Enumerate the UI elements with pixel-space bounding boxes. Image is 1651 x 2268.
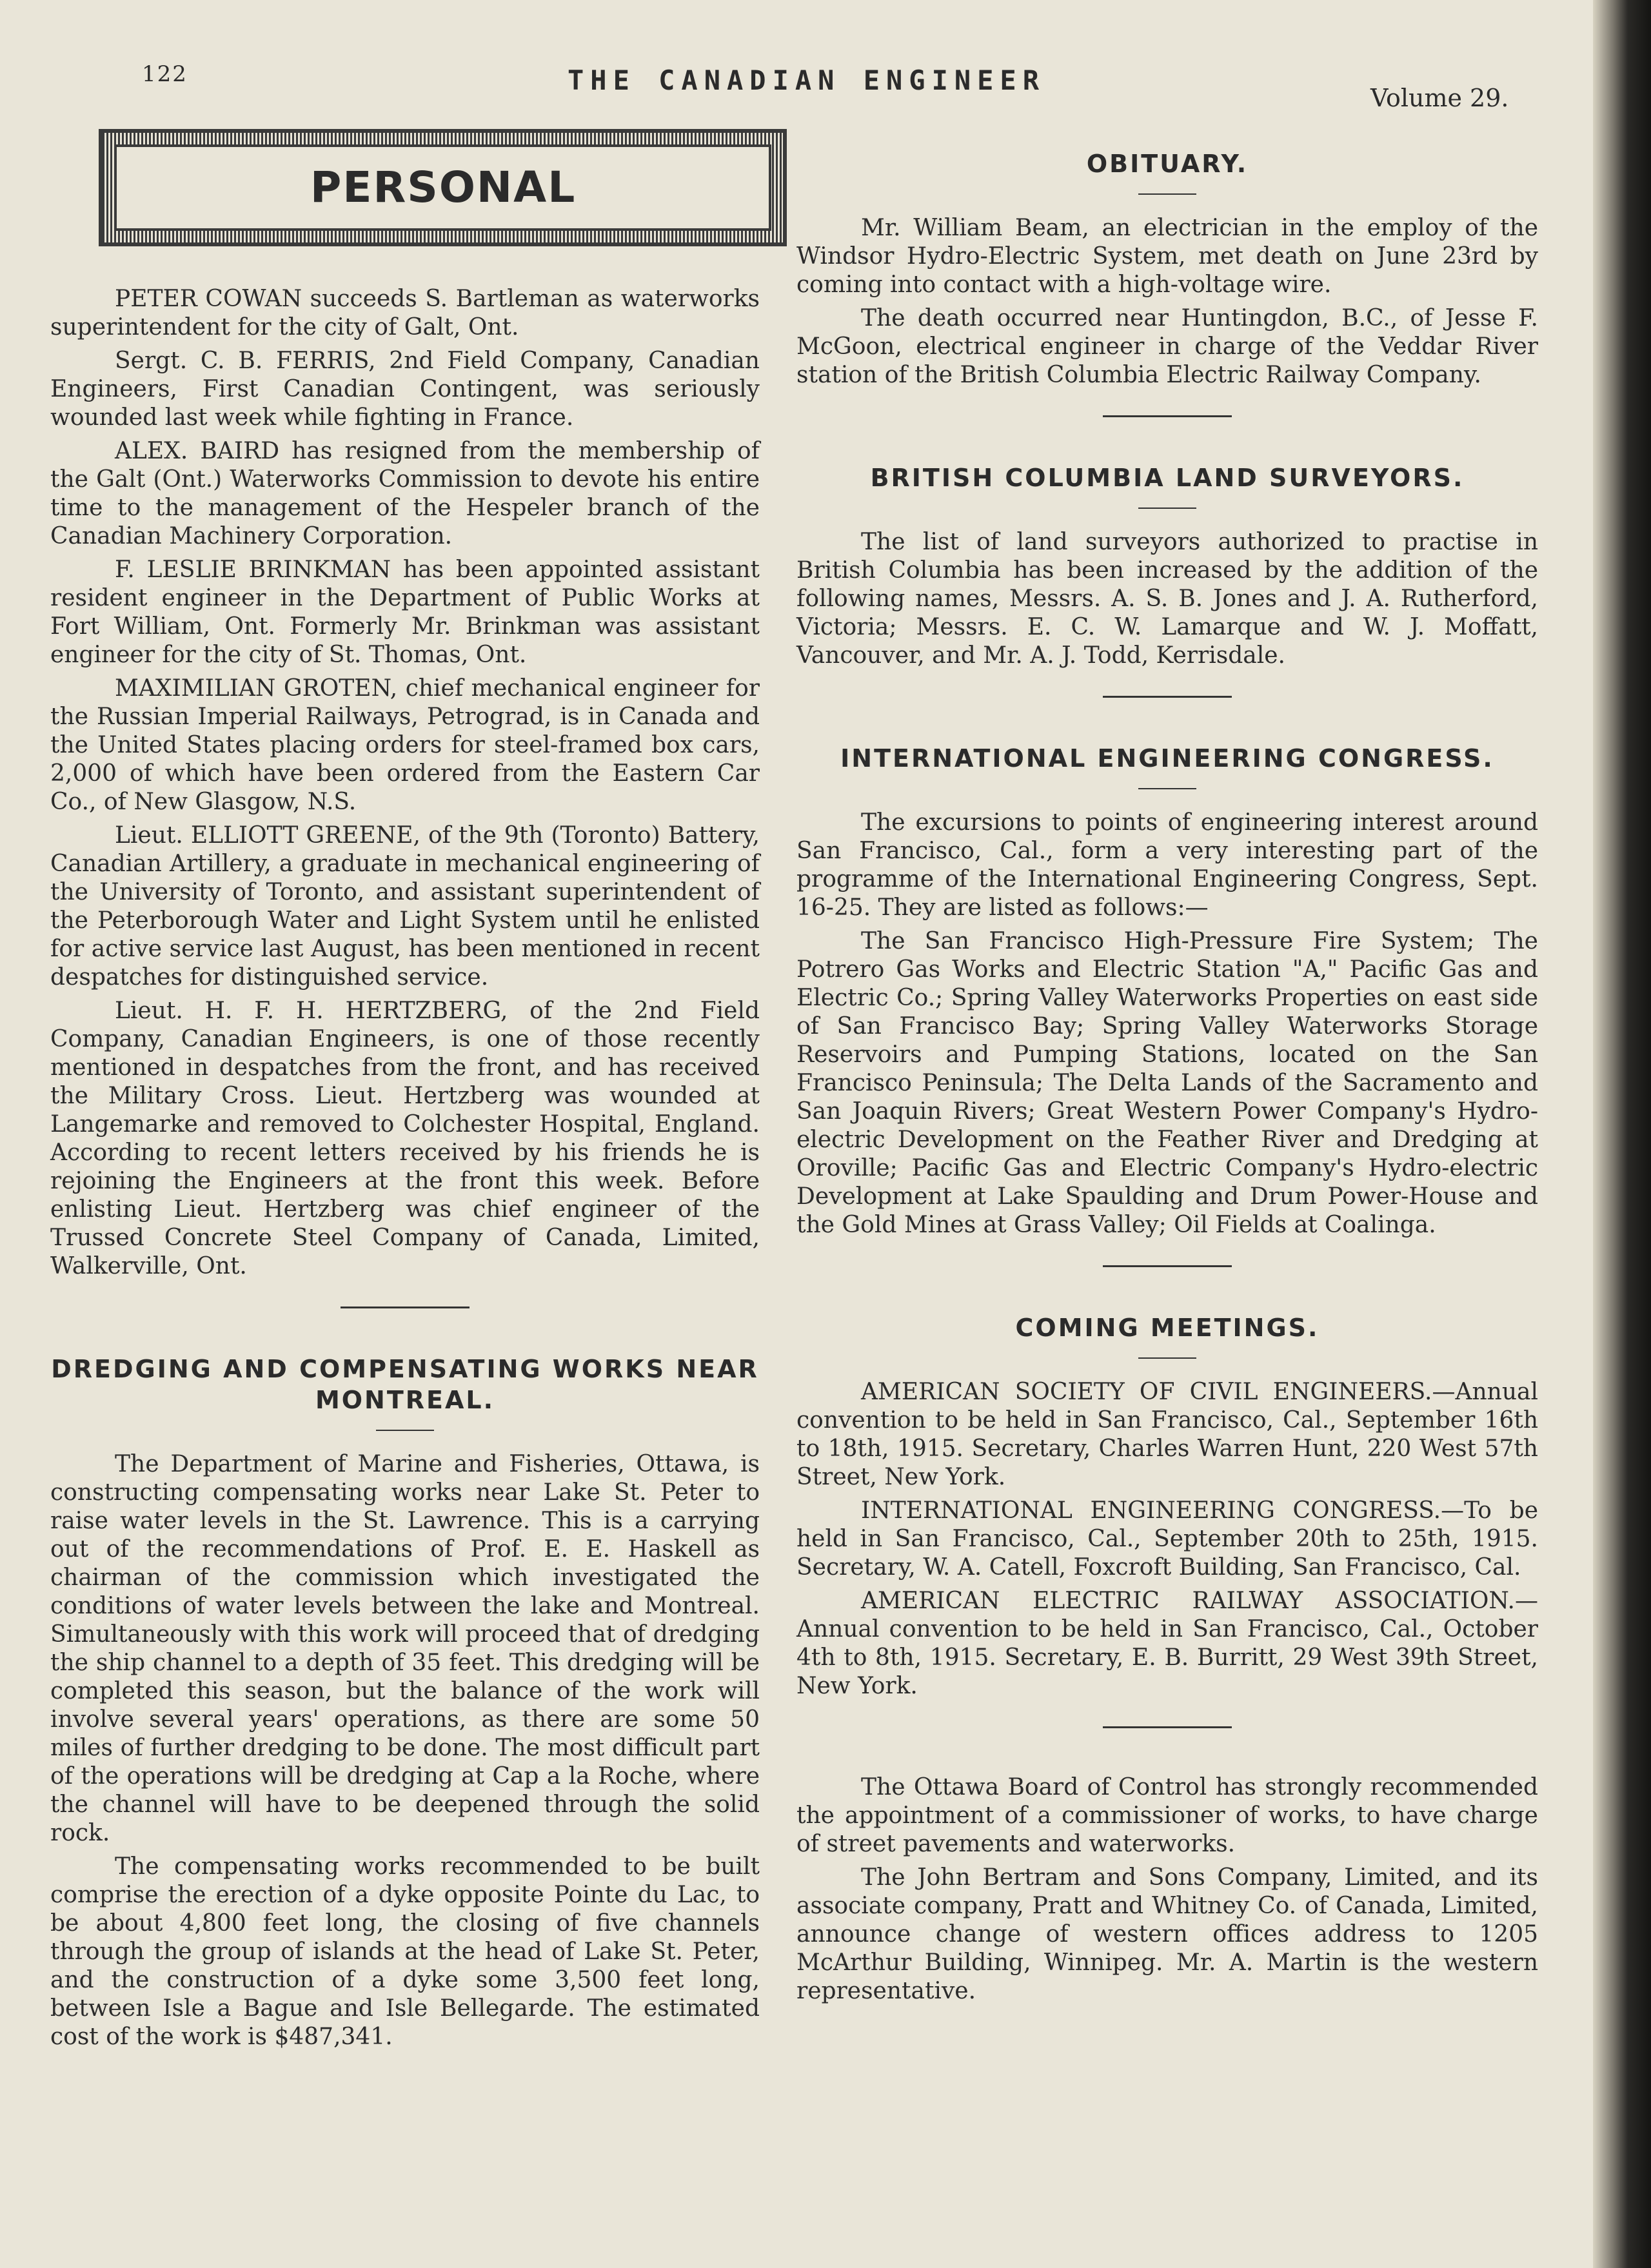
personal-paragraph: F. LESLIE BRINKMAN has been appointed assistant resident engineer in the Department of Public Works at Fort William, Ont. Formerly Mr. Brinkman was assistant engineer for the city of St. Thomas, Ont. xyxy=(50,557,760,668)
congress-paragraph: The excursions to points of engineering interest around San Francisco, Cal., form a very interesting part of the programme of the International Engineering Congress, Sept. 16-25. They are listed as follows:— xyxy=(796,809,1538,921)
news-note: The John Bertram and Sons Company, Limited, and its associate company, Pratt and Whitney Co. of Canada, Limited, announce change of western offices address to 1205 McArthur Building, Winnipeg. Mr. A. Martin is the western representative. xyxy=(796,1864,1538,2004)
dredging-paragraph: The compensating works recommended to be built comprise the erection of a dyke opposite Pointe du Lac, to be about 4,800 feet long, the closing of five channels through the group of islands at the head of Lake St. Peter, and the construction of a dyke some 3,500 feet long, between Isle a Bague and Isle Bellegarde. The estimated cost of the work is $487,341. xyxy=(50,1853,760,2050)
obituary-paragraph: The death occurred near Huntingdon, B.C., of Jesse F. McGoon, electrical engineer in charge of the Veddar River station of the British Columbia Electric Railway Company. xyxy=(796,305,1538,388)
personal-heading-box xyxy=(99,129,787,246)
volume-label: Volume 29. xyxy=(1370,84,1509,112)
personal-paragraph: Lieut. H. F. H. HERTZBERG, of the 2nd Field Company, Canadian Engineers, is one of those recently mentioned in despatches from the front, and has received the Military Cross. Lieut. Hertzberg was wounded at Langemarke and removed to Colchester Hospital, England. According to recent letters received by his friends he is rejoining the Engineers at the front this week. Before enlisting Lieut. Hertzberg was chief engineer of the Trussed Concrete Steel Company of Canada, Limited, Walkerville, Ont. xyxy=(50,998,760,1279)
personal-paragraph: Sergt. C. B. FERRIS, 2nd Field Company, Canadian Engineers, First Canadian Contingent, was seriously wounded last week while fighting in France. xyxy=(50,348,760,431)
heading-rule xyxy=(376,1430,434,1431)
section-divider xyxy=(1103,415,1232,417)
personal-title: PERSONAL xyxy=(310,163,577,212)
congress-heading: INTERNATIONAL ENGINEERING CONGRESS. xyxy=(840,744,1494,773)
obituary-paragraph: Mr. William Beam, an electrician in the employ of the Windsor Hydro-Electric System, met death on June 23rd by coming into contact with a high-voltage wire. xyxy=(796,215,1538,298)
heading-rule xyxy=(1138,193,1196,195)
journal-title: THE CANADIAN ENGINEER xyxy=(568,64,1046,96)
bc-surveyors-heading: BRITISH COLUMBIA LAND SURVEYORS. xyxy=(870,464,1465,492)
section-divider xyxy=(1103,1726,1232,1728)
meetings-heading: COMING MEETINGS. xyxy=(1015,1314,1320,1342)
dredging-heading: DREDGING AND COMPENSATING WORKS NEAR MONTREAL. xyxy=(51,1355,759,1414)
meeting-entry: AMERICAN ELECTRIC RAILWAY ASSOCIATION.—Annual convention to be held in San Francisco, Cal., October 4th to 8th, 1915. Secretary, E. B. Burritt, 29 West 39th Street, New York. xyxy=(796,1588,1538,1699)
page-number: 122 xyxy=(142,61,188,87)
personal-paragraph: ALEX. BAIRD has resigned from the membership of the Galt (Ont.) Waterworks Commission to devote his entire time to the management of the Hespeler branch of the Canadian Machinery Corporation. xyxy=(50,438,760,549)
heading-rule xyxy=(1138,508,1196,509)
left-column xyxy=(50,129,760,2056)
congress-paragraph: The San Francisco High-Pressure Fire System; The Potrero Gas Works and Electric Station "A," Pacific Gas and Electric Co.; Spring Valley Waterworks Properties on east side of San Francisco Bay; Spring Valley Waterworks Storage Reservoirs and Pumping Stations, located on the San Francisco Peninsula; The Delta Lands of the Sacramento and San Joaquin Rivers; Great Western Power Company's Hydro-electric Development on the Feather River and Dredging at Oroville; Pacific Gas and Electric Company's Hydro-electric Development at Lake Spaulding and Drum Power-House and the Gold Mines at Grass Valley; Oil Fields at Coalinga. xyxy=(796,928,1538,1238)
book-spine-shadow xyxy=(1593,0,1651,2268)
section-divider xyxy=(341,1307,470,1308)
section-divider xyxy=(1103,1265,1232,1267)
meeting-entry: INTERNATIONAL ENGINEERING CONGRESS.—To be held in San Francisco, Cal., September 20th to 25th, 1915. Secretary, W. A. Catell, Foxcroft Building, San Francisco, Cal. xyxy=(796,1497,1538,1581)
heading-rule xyxy=(1138,788,1196,789)
right-column xyxy=(796,148,1538,2011)
news-note: The Ottawa Board of Control has strongly recommended the appointment of a commissioner of works, to have charge of street pavements and waterworks. xyxy=(796,1774,1538,1857)
personal-paragraph: MAXIMILIAN GROTEN, chief mechanical engineer for the Russian Imperial Railways, Petrograd, is in Canada and the United States placing orders for steel-framed box cars, 2,000 of which have been ordered from the Eastern Car Co., of New Glasgow, N.S. xyxy=(50,675,760,815)
meeting-entry: AMERICAN SOCIETY OF CIVIL ENGINEERS.—Annual convention to be held in San Francisco, Cal., September 16th to 18th, 1915. Secretary, Charles Warren Hunt, 220 West 57th Street, New York. xyxy=(796,1379,1538,1490)
personal-paragraph: Lieut. ELLIOTT GREENE, of the 9th (Toronto) Battery, Canadian Artillery, a graduate in mechanical engineering of the University of Toronto, and assistant superintendent of the Peterborough Water and Light System until he enlisted for active service last August, has been mentioned in recent despatches for distinguished service. xyxy=(50,822,760,991)
personal-paragraph: PETER COWAN succeeds S. Bartleman as waterworks superintendent for the city of Galt, Ont. xyxy=(50,286,760,340)
heading-rule xyxy=(1138,1357,1196,1359)
obituary-heading: OBITUARY. xyxy=(1086,150,1249,178)
dredging-paragraph: The Department of Marine and Fisheries, Ottawa, is constructing compensating works near Lake St. Peter to raise water levels in the St. Lawrence. This is a carrying out of the recommendations of Prof. E. E. Haskell as chairman of the commission which investigated the conditions of water levels between the lake and Montreal. Simultaneously with this work will proceed that of dredging the ship channel to a depth of 35 feet. This dredging will be completed this season, but the balance of the work will involve several years' operations, as there are some 50 miles of further dredging to be done. The most difficult part of the operations will be dredging at Cap a la Roche, where the channel will have to be deepened through the solid rock. xyxy=(50,1451,760,1846)
section-divider xyxy=(1103,696,1232,698)
bc-surveyors-paragraph: The list of land surveyors authorized to practise in British Columbia has been increased by the addition of the following names, Messrs. A. S. B. Jones and J. A. Rutherford, Victoria; Messrs. E. C. W. Lamarque and W. J. Moffatt, Vancouver, and Mr. A. J. Todd, Kerrisdale. xyxy=(796,529,1538,669)
